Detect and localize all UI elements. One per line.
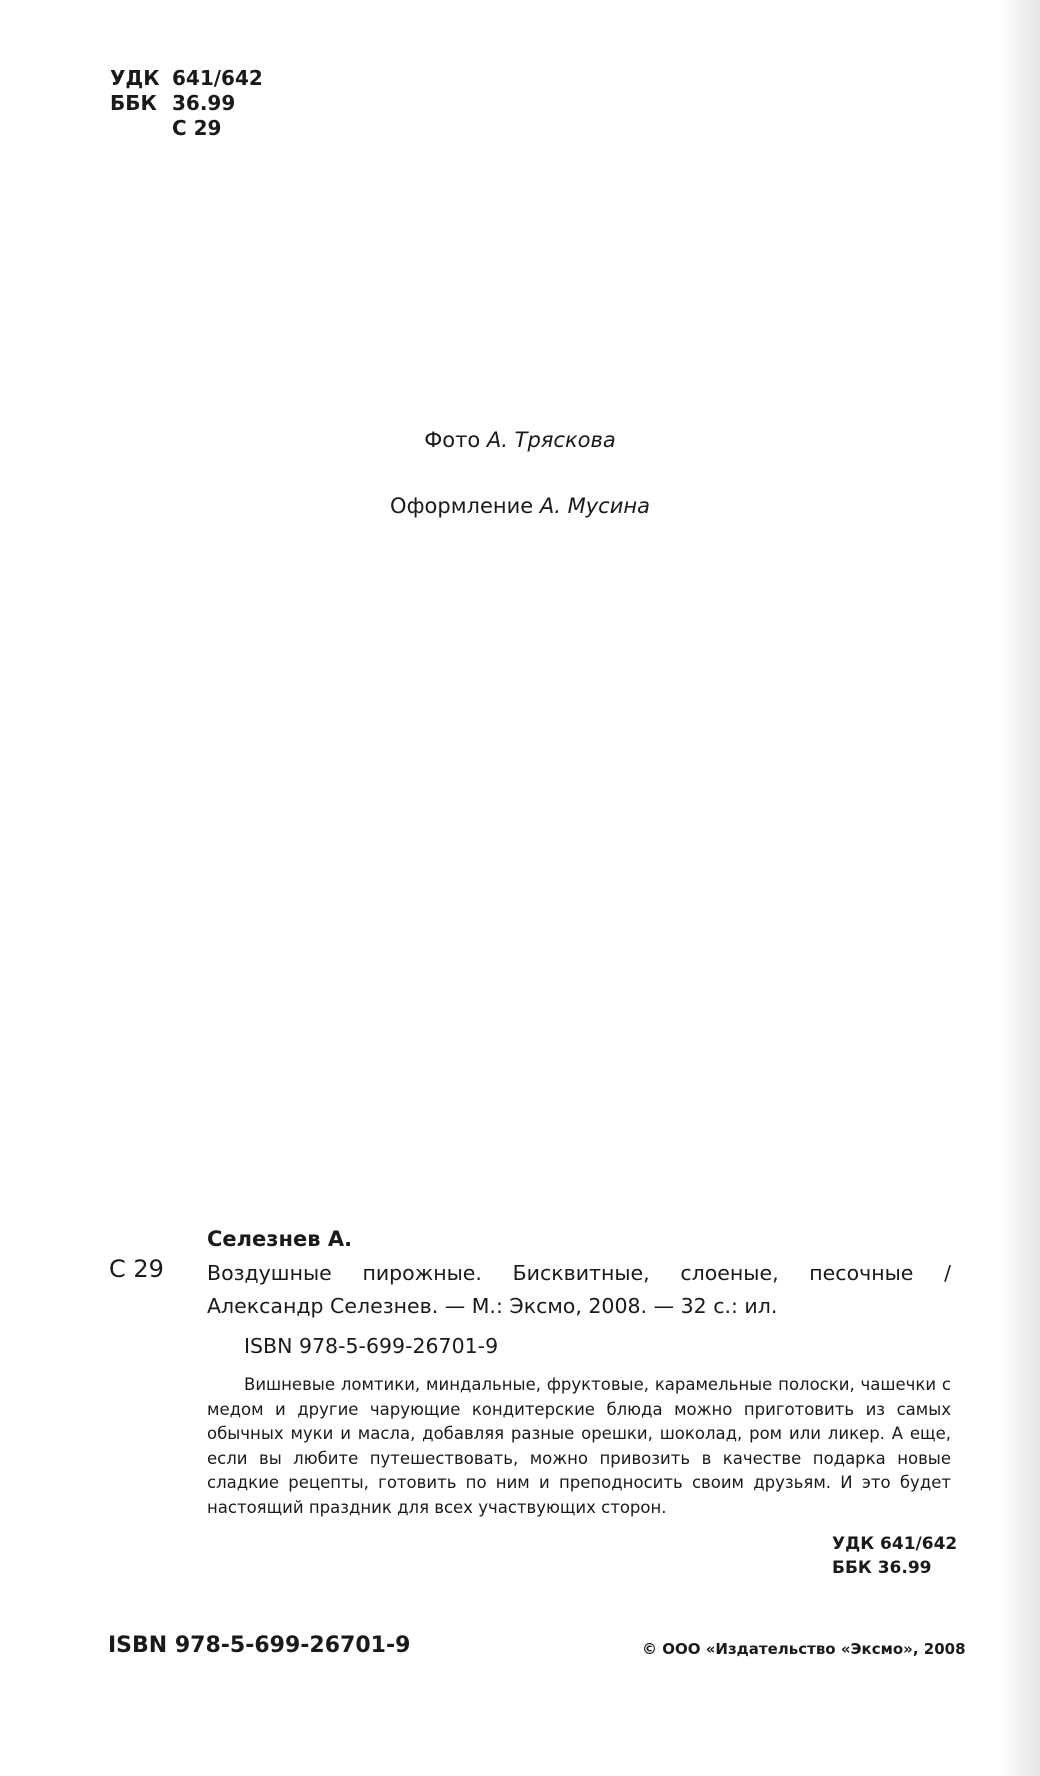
bbk-label: ББК	[110, 91, 157, 115]
author-code-row	[110, 116, 263, 141]
udk-value: 641/642	[172, 66, 263, 90]
bbk-row	[110, 91, 263, 116]
isbn-footer: ISBN 978-5-699-26701-9	[108, 1633, 411, 1658]
design-credit-name: А. Мусина	[539, 494, 650, 518]
bbk-value: 36.99	[172, 91, 236, 115]
bbk-bottom: ББК 36.99	[832, 1558, 932, 1578]
udk-bottom: УДК 641/642	[832, 1534, 958, 1554]
udk-row	[110, 66, 263, 91]
bibliography-code: С 29	[109, 1255, 164, 1283]
design-credit-label: Оформление	[390, 494, 534, 518]
udk-label: УДК	[110, 66, 160, 90]
photo-credit-name: А. Тряскова	[486, 428, 616, 452]
classification-bottom	[832, 1532, 957, 1580]
design-credit	[0, 494, 1040, 518]
bibliographic-description: Воздушные пирожные. Бисквитные, слоеные, песочные / Александр Селезнев. — М.: Эксмо, 2008. — 32 с.: ил.	[207, 1261, 951, 1318]
book-author: Селезнев А.	[207, 1227, 353, 1251]
bibliography-isbn: ISBN 978-5-699-26701-9	[244, 1334, 499, 1358]
author-code: С 29	[172, 116, 222, 140]
book-annotation: Вишневые ломтики, миндальные, фруктовые, карамельные полоски, чашечки с медом и другие чарующие кондитерские блюда можно приготовить из самых обычных муки и масла, добавляя разные орешки, шоколад, ром или ликер. А еще, если вы любите путешествовать, можно привозить в качестве подарка новые сладкие рецепты, готовить по ним и преподносить своим друзьям. И это будет настоящий праздник для всех участвующих сторон.	[207, 1375, 951, 1517]
photo-credit-label: Фото	[424, 428, 481, 452]
classification-top	[110, 66, 263, 141]
copyright: © ООО «Издательство «Эксмо», 2008	[642, 1640, 966, 1658]
page-edge-shadow	[1000, 0, 1040, 1776]
photo-credit	[0, 428, 1040, 452]
